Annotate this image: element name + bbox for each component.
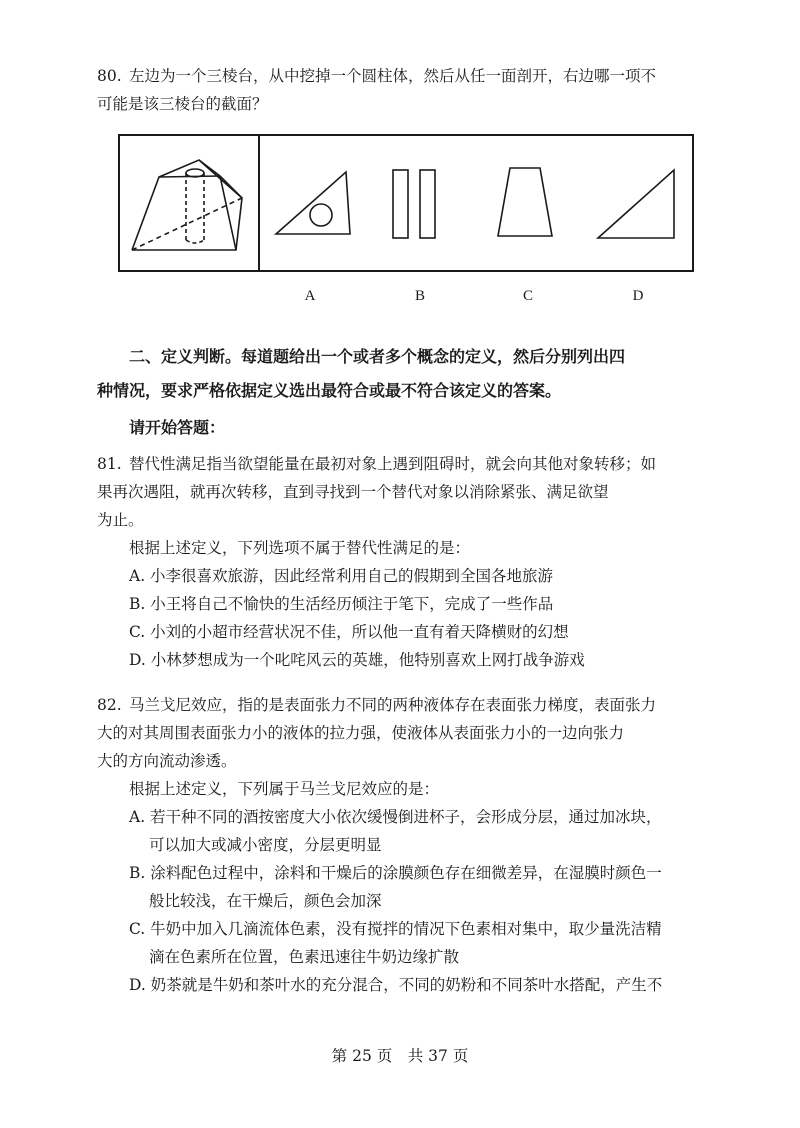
- option-c[interactable]: C. 小刘的小超市经营状况不佳，所以他一直有着天降横财的幻想: [129, 623, 569, 641]
- question-82: [97, 691, 737, 999]
- option-d[interactable]: D. 小林梦想成为一个叱咤风云的英雄，他特别喜欢上网打战争游戏: [129, 651, 585, 669]
- option-a-line: 可以加大或减小密度，分层更明显: [149, 836, 382, 854]
- section-header-line: 种情况，要求严格依据定义选出最符合或最不符合该定义的答案。: [97, 381, 562, 400]
- section-header-line: 二、定义判断。每道题给出一个或者多个概念的定义，然后分别列出四: [129, 347, 626, 366]
- question-text-line: 为止。: [97, 511, 144, 529]
- option-a[interactable]: A. 小李很喜欢旅游，因此经常利用自己的假期到全国各地旅游: [129, 567, 554, 585]
- option-c-line: 滴在色素所在位置，色素迅速往牛奶边缘扩散: [149, 948, 460, 966]
- option-b-shape: [391, 168, 451, 242]
- option-b[interactable]: [97, 859, 737, 915]
- option-c-line: C. 牛奶中加入几滴流体色素，没有搅拌的情况下色素相对集中，取少量洗洁精: [129, 920, 662, 938]
- question-number: 80.: [97, 67, 122, 85]
- option-d[interactable]: [97, 971, 737, 999]
- question-text-line: 大的方向流动渗透。: [97, 752, 237, 770]
- option-d-shape: [596, 168, 680, 242]
- question-text-line: 果再次遇阻，就再次转移，直到寻找到一个替代对象以消除紧张、满足欲望: [97, 483, 609, 501]
- option-a-label: A: [304, 288, 316, 304]
- page-footer: 第 25 页 共 37 页: [331, 1047, 469, 1065]
- option-c-label: C: [522, 288, 533, 304]
- question-text-line: 马兰戈尼效应，指的是表面张力不同的两种液体存在表面张力梯度，表面张力: [129, 696, 657, 714]
- option-b[interactable]: B. 小王将自己不愉快的生活经历倾注于笔下，完成了一些作品: [129, 595, 554, 613]
- option-b-line: B. 涂料配色过程中，涂料和干燥后的涂膜颜色存在细微差异，在湿膜时颜色一: [129, 864, 662, 882]
- question-80: [97, 62, 737, 118]
- start-prompt: 请开始答题：: [129, 418, 226, 437]
- section-header: [97, 340, 737, 408]
- question-text-line: 可能是该三棱台的截面？: [97, 95, 268, 113]
- option-d-label: D: [632, 288, 644, 304]
- option-a-shape: [274, 170, 354, 240]
- question-prompt: 根据上述定义，下列属于马兰戈尼效应的是：: [129, 780, 440, 798]
- option-c-shape: [494, 166, 564, 242]
- question-text-line: 替代性满足指当欲望能量在最初对象上遇到阻碍时，就会向其他对象转移；如: [129, 455, 657, 473]
- question-number: 82.: [97, 696, 122, 714]
- question-prompt: 根据上述定义，下列选项不属于替代性满足的是：: [129, 539, 471, 557]
- question-81: [97, 450, 737, 674]
- option-d-line: D. 奶茶就是牛奶和茶叶水的充分混合，不同的奶粉和不同茶叶水搭配，产生不: [129, 976, 663, 994]
- option-b-label: B: [414, 288, 425, 304]
- option-b-line: 般比较浅，在干燥后，颜色会加深: [149, 892, 382, 910]
- option-a-line: A. 若干种不同的酒按密度大小依次缓慢倒进杯子，会形成分层，通过加冰块，: [129, 808, 662, 826]
- question-text-line: 左边为一个三棱台，从中挖掉一个圆柱体，然后从任一面剖开，右边哪一项不: [129, 67, 657, 85]
- option-c[interactable]: [97, 915, 737, 971]
- question-text-line: 大的对其周围表面张力小的液体的拉力强，使液体从表面张力小的一边向张力: [97, 724, 625, 742]
- option-a[interactable]: [97, 803, 737, 859]
- question-number: 81.: [97, 455, 122, 473]
